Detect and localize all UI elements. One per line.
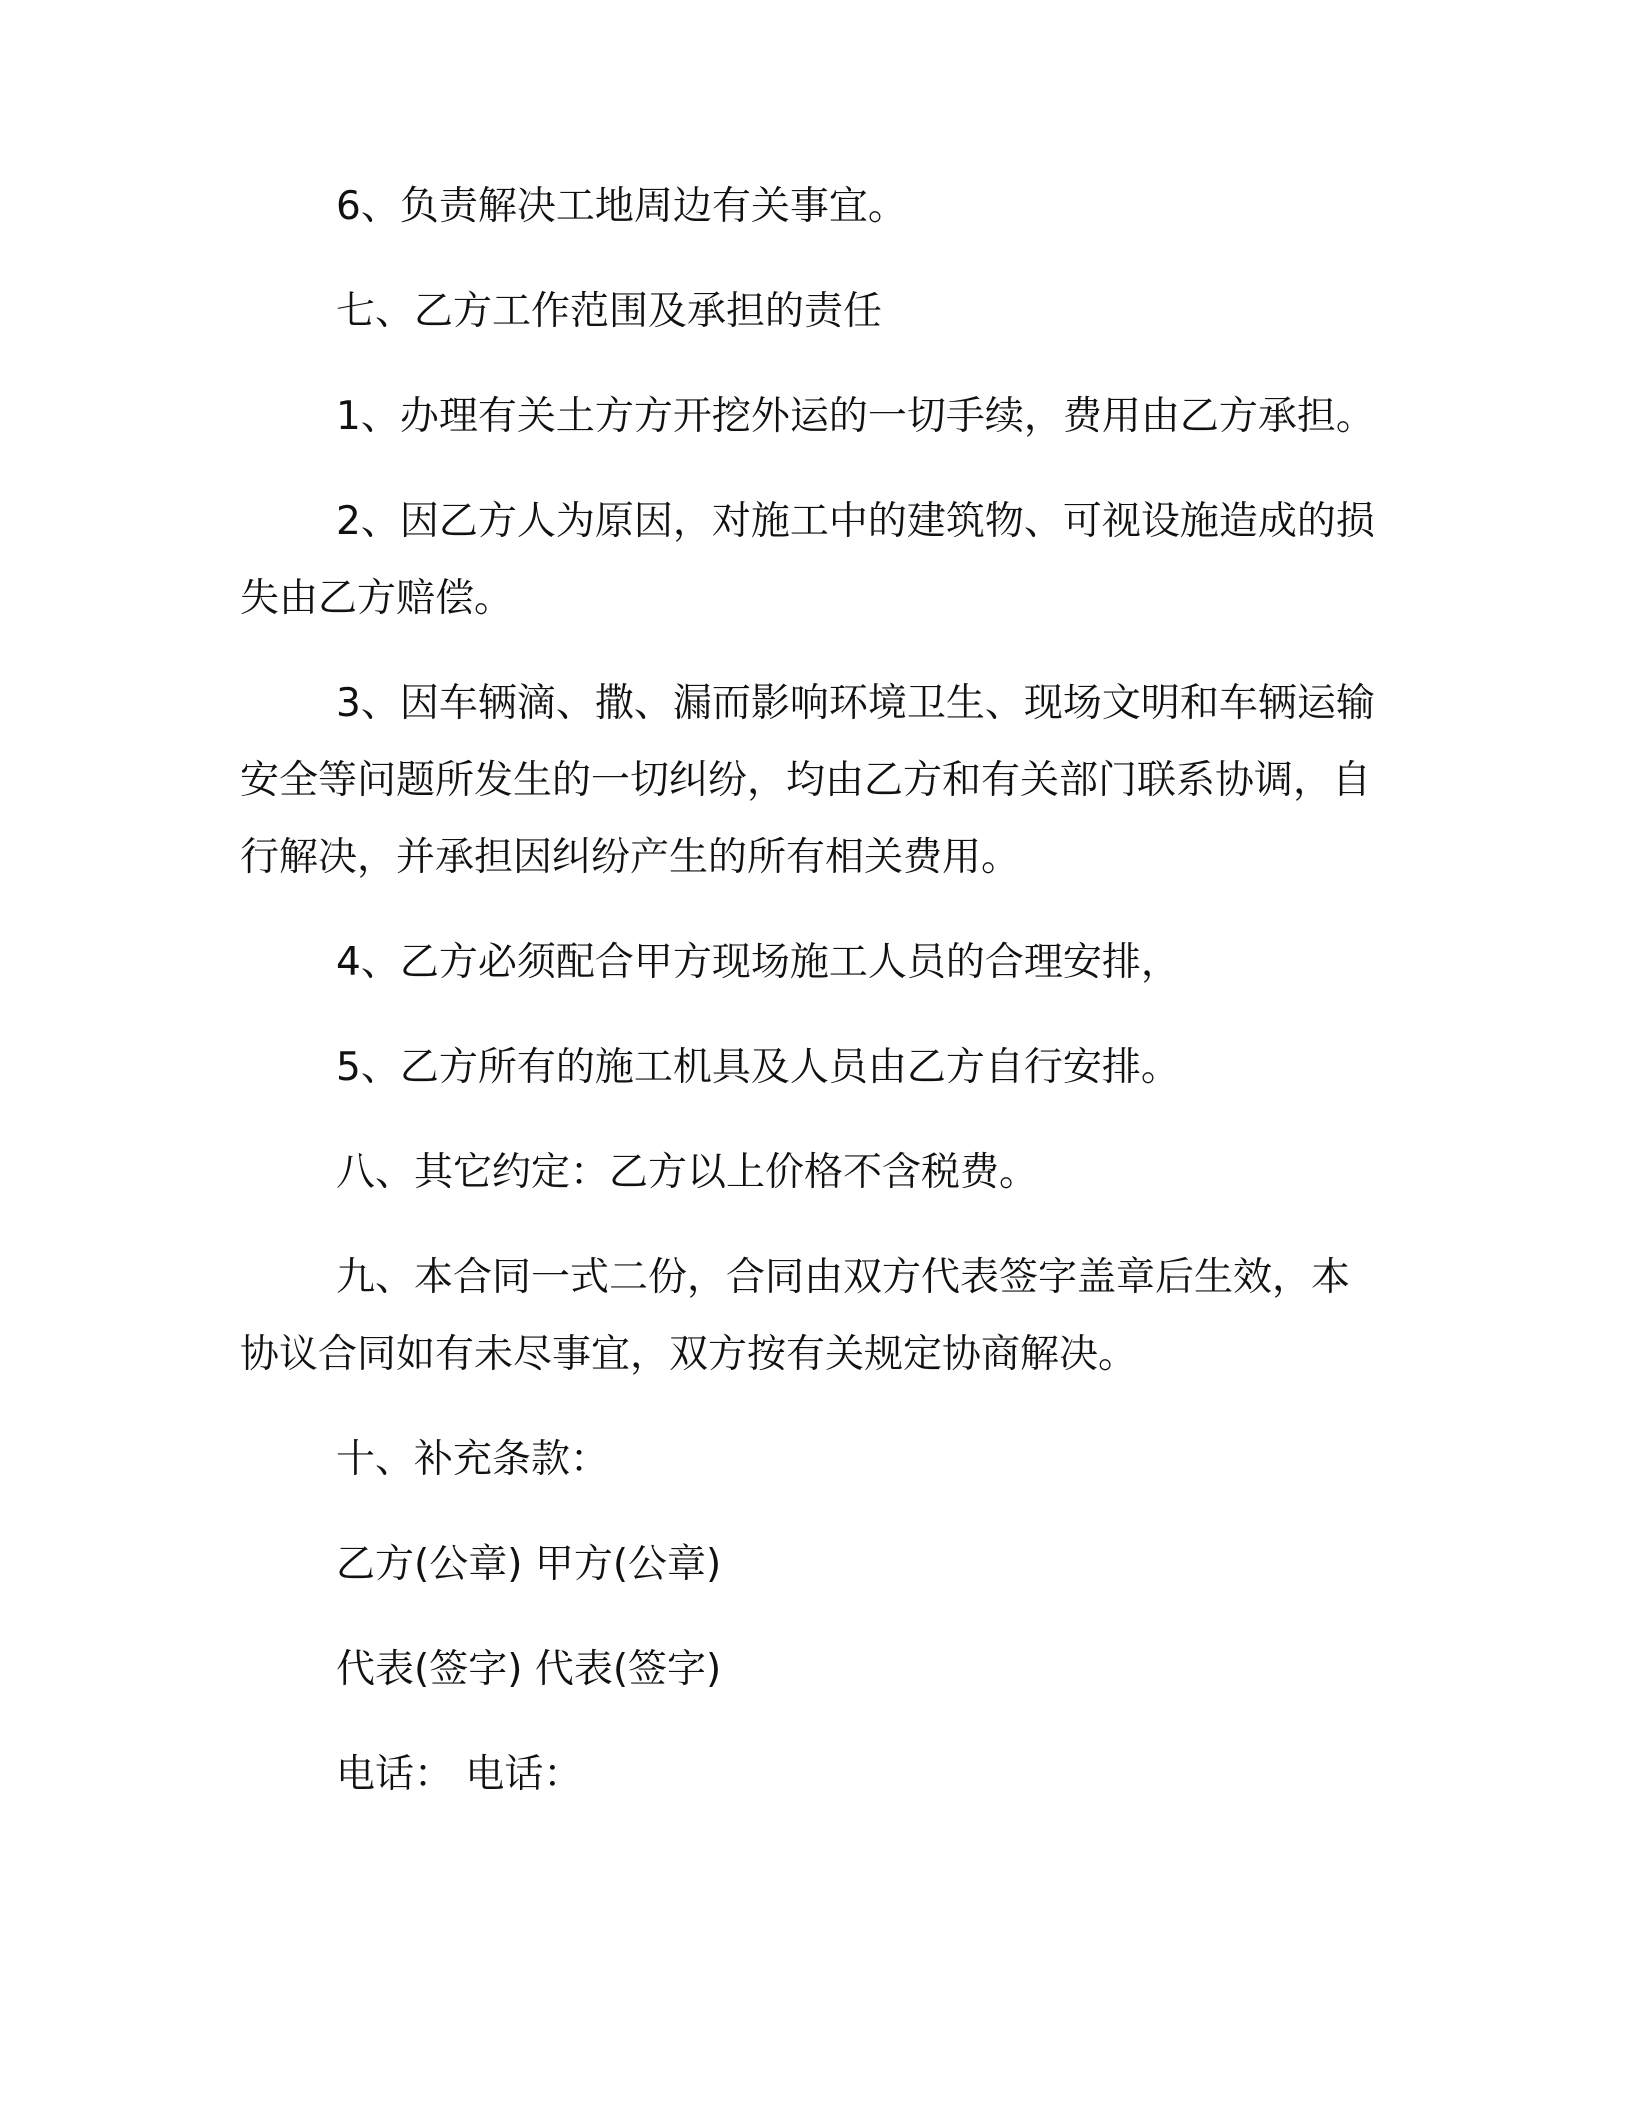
phone-line: 电话： 电话： xyxy=(336,1752,583,1797)
section-heading-10: 十、补充条款： xyxy=(336,1437,610,1482)
paragraph-clause-7-3: 3、因车辆滴、撒、漏而影响环境卫生、现场文明和车辆运输安全等问题所发生的一切纠纷，均由乙方和有关部门联系协调，自行解决，并承担因纠纷产生的所有相关费用。 xyxy=(240,681,1375,880)
section-heading-8: 八、其它约定：乙方以上价格不含税费。 xyxy=(336,1150,1039,1195)
paragraph-clause-7-1: 1、办理有关土方方开挖外运的一切手续，费用由乙方承担。 xyxy=(336,394,1375,439)
document-body xyxy=(240,168,1380,1841)
paragraph-clause-6: 6、负责解决工地周边有关事宜。 xyxy=(336,184,907,229)
section-heading-9: 九、本合同一式二份，合同由双方代表签字盖章后生效，本协议合同如有未尽事宜，双方按有关规定协商解决。 xyxy=(240,1255,1351,1377)
paragraph-clause-7-2: 2、因乙方人为原因，对施工中的建筑物、可视设施造成的损失由乙方赔偿。 xyxy=(240,499,1375,621)
paragraph-clause-7-5: 5、乙方所有的施工机具及人员由乙方自行安排。 xyxy=(336,1045,1180,1090)
paragraph-clause-7-4: 4、乙方必须配合甲方现场施工人员的合理安排， xyxy=(336,940,1180,985)
seal-line: 乙方(公章) 甲方(公章) xyxy=(336,1542,722,1587)
section-heading-7: 七、乙方工作范围及承担的责任 xyxy=(336,289,883,334)
signature-line: 代表(签字) 代表(签字) xyxy=(336,1647,722,1692)
